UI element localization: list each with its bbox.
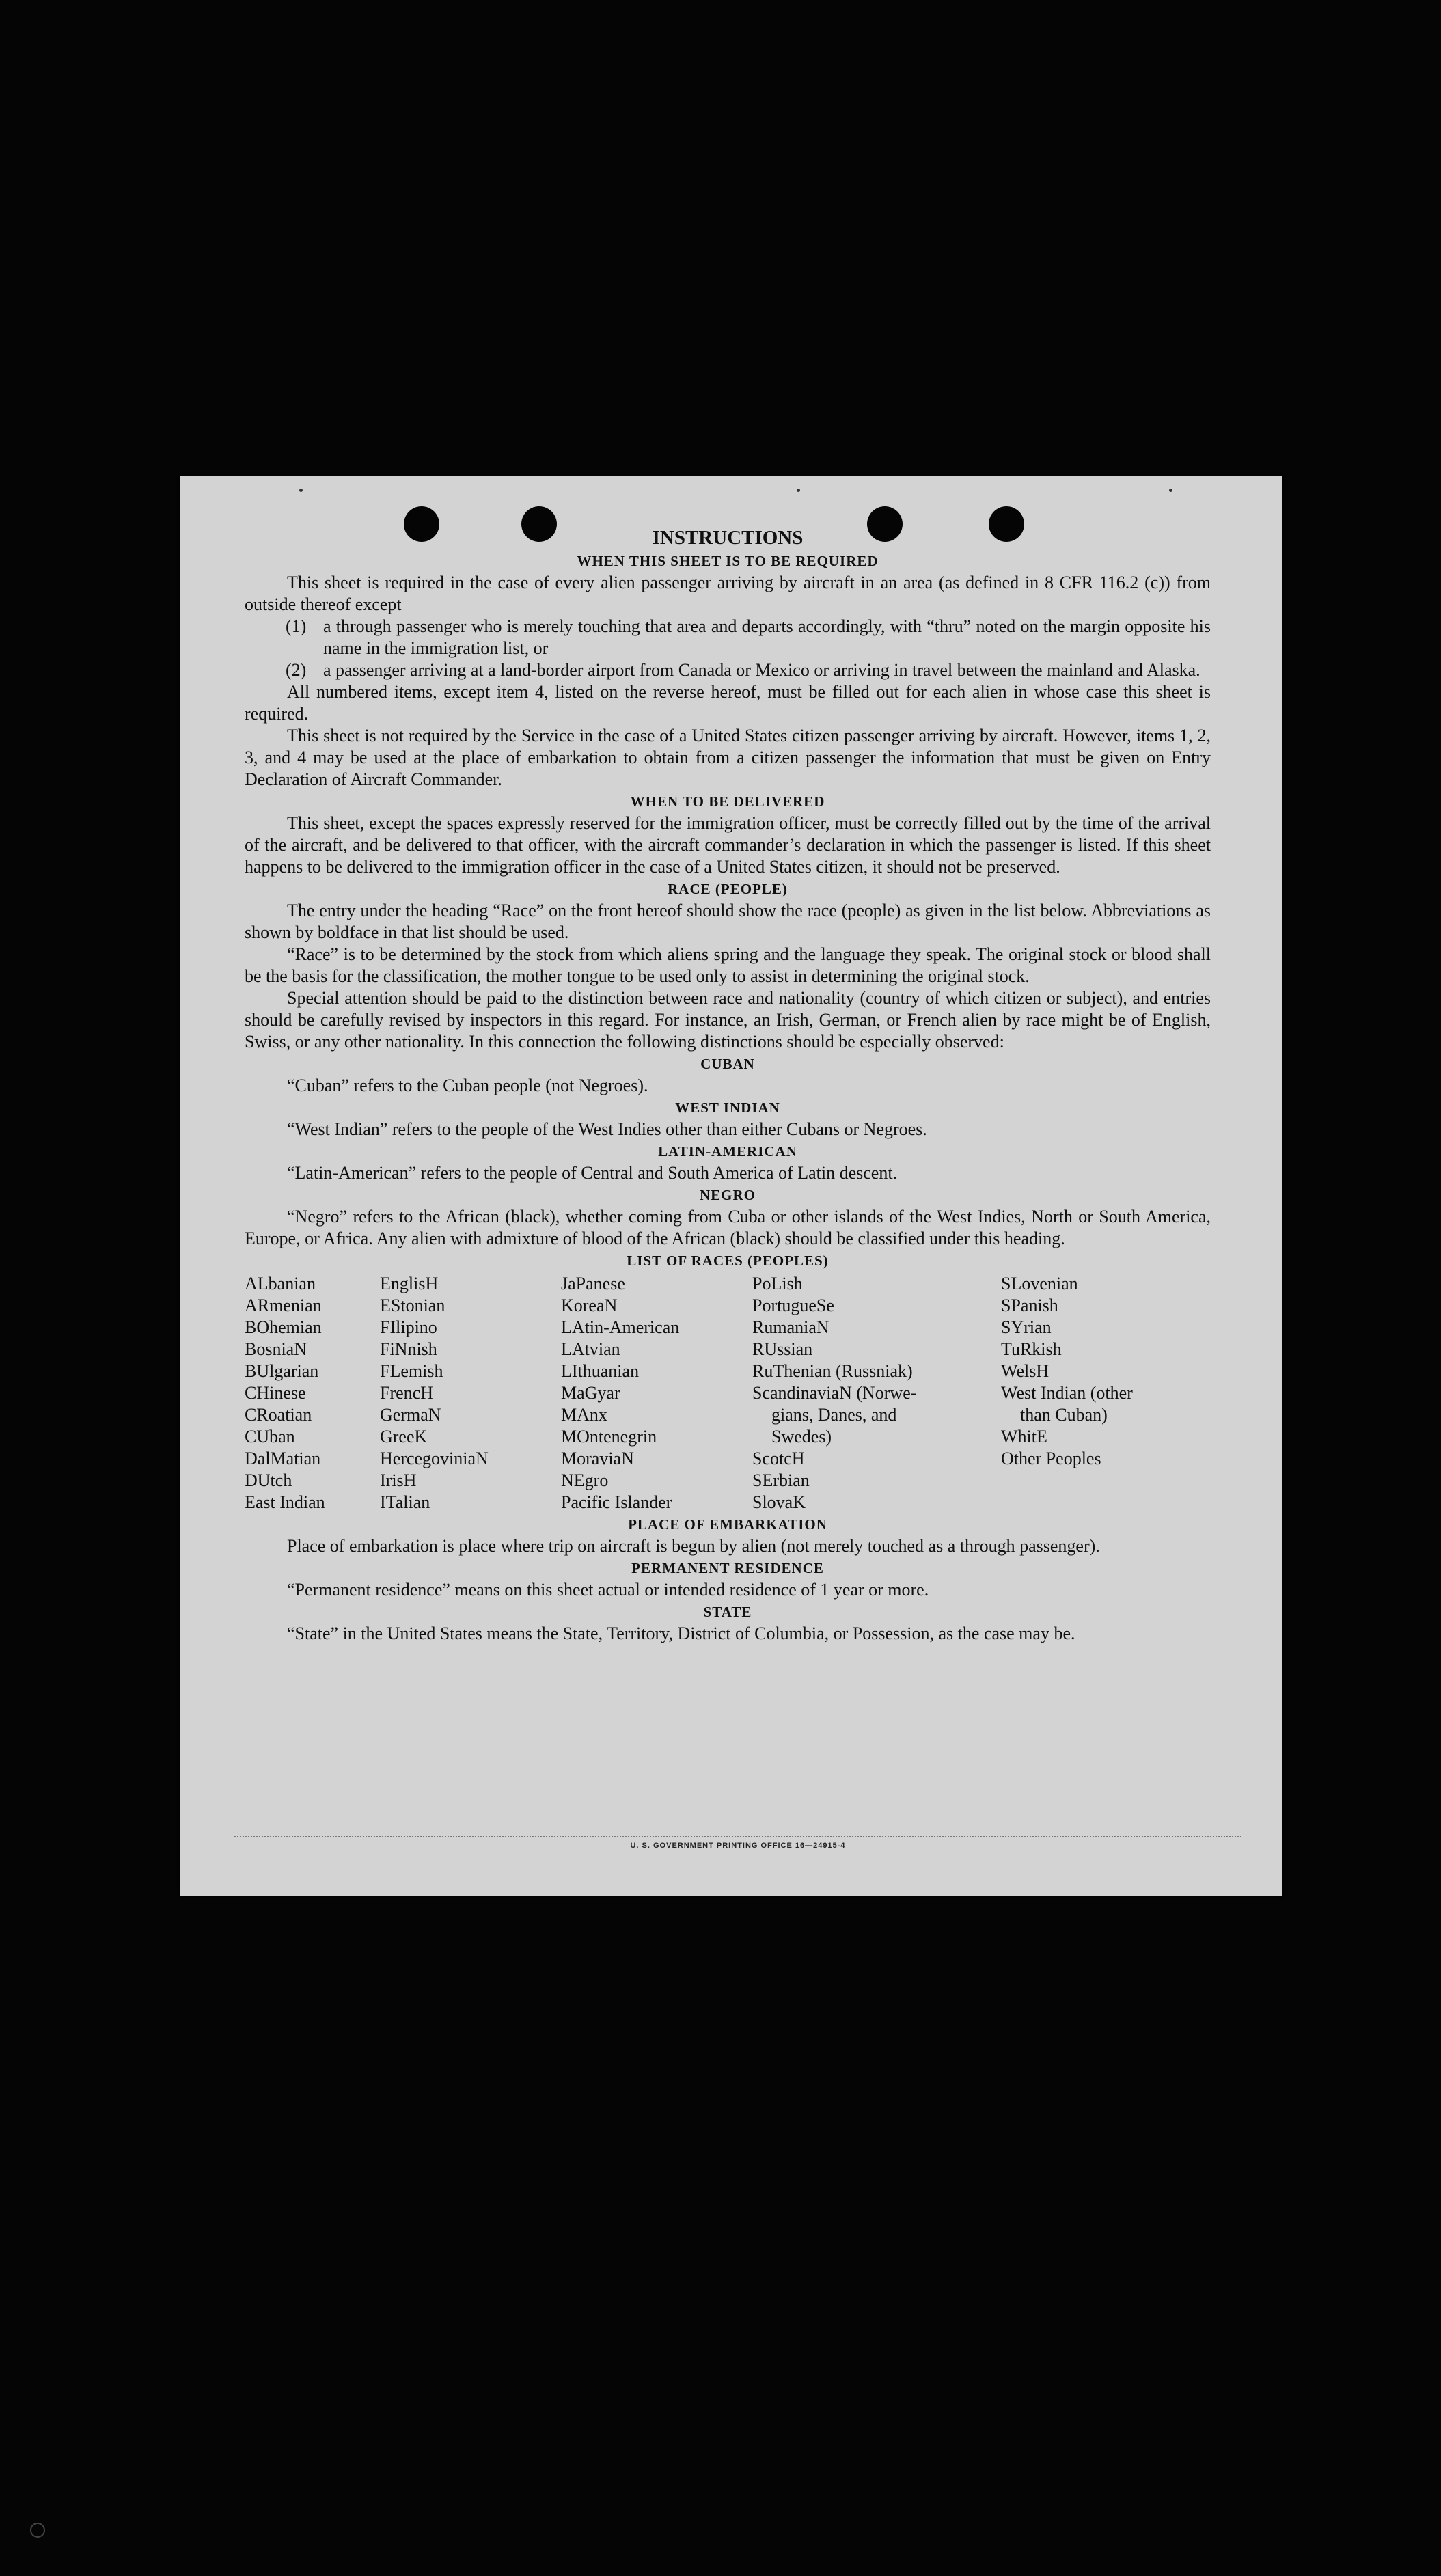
race-entry: MAnx (561, 1405, 607, 1425)
race-entry: RUssian (752, 1339, 813, 1359)
race-entry: BOhemian (245, 1317, 322, 1337)
paragraph: “State” in the United States means the State, Territory, District of Columbia, or Possession, as the case may be. (287, 1623, 1075, 1643)
paragraph: Place of embarkation is place where trip on aircraft is begun by alien (not merely touched as a through passenger). (287, 1536, 1100, 1556)
race-entry: ITalian (380, 1492, 430, 1512)
item-number: (1) (286, 616, 307, 636)
paragraph: “West Indian” refers to the people of the West Indies other than either Cubans or Negroes. (287, 1119, 927, 1139)
paragraph: “Negro” refers to the African (black), whether coming from Cuba or other islands of the West Indies, North or South America, Europe, or Africa. Any alien with admixture of blood of the African (black) should be classified under this heading. (245, 1207, 1211, 1248)
race-entry: CUban (245, 1427, 295, 1447)
item-text: a through passenger who is merely touching that area and departs accordingly, with “thru” noted on the margin opposite his name in the immigration list, or (323, 616, 1211, 658)
race-entry: SErbian (752, 1470, 810, 1490)
section-title: RACE (PEOPLE) (668, 881, 788, 897)
paragraph: “Cuban” refers to the Cuban people (not Negroes). (287, 1075, 648, 1095)
section-title: WHEN TO BE DELIVERED (630, 793, 825, 810)
section-title: STATE (703, 1604, 752, 1620)
race-entry: CRoatian (245, 1405, 312, 1425)
race-entry: RumaniaN (752, 1317, 829, 1337)
document-sheet (180, 476, 1282, 1896)
race-entry: FIlipino (380, 1317, 437, 1337)
race-entry: LAtvian (561, 1339, 620, 1359)
cursor-icon (30, 2523, 45, 2538)
speck (299, 489, 303, 492)
race-entry: DalMatian (245, 1449, 321, 1468)
race-entry: LIthuanian (561, 1361, 640, 1381)
race-entry: gians, Danes, and (771, 1405, 897, 1425)
race-entry: EnglisH (380, 1274, 439, 1293)
race-entry: FiNnish (380, 1339, 437, 1359)
races-column (245, 1273, 380, 1513)
race-entry: DUtch (245, 1470, 292, 1490)
paragraph: The entry under the heading “Race” on the front hereof should show the race (people) as given in the list below. Abbreviations as shown by boldface in that list should be used. (245, 901, 1211, 942)
paragraph: Special attention should be paid to the distinction between race and nationality (country of which citizen or subject), and entries should be carefully revised by inspectors in this regard. For instance, an Irish, German, or French alien by race might be of English, Swiss, or any other nationality. In this connection the following distinctions should be especially observed: (245, 988, 1211, 1052)
race-entry: FrencH (380, 1383, 433, 1403)
race-entry: West Indian (other (1001, 1383, 1133, 1403)
paragraph: This sheet, except the spaces expressly reserved for the immigration officer, must be correctly filled out by the time of the arrival of the aircraft, and be delivered to that officer, with the aircraft commander’s declaration in which the passenger is listed. If this sheet happens to be delivered to the immigration officer in the case of a United States citizen, it should not be preserved. (245, 813, 1211, 877)
race-entry: WhitE (1001, 1427, 1047, 1447)
race-entry: JaPanese (561, 1274, 625, 1293)
race-entry: CHinese (245, 1383, 306, 1403)
race-entry: KoreaN (561, 1296, 618, 1315)
race-entry: PortugueSe (752, 1296, 834, 1315)
races-list (245, 1273, 1211, 1513)
race-entry: PoLish (752, 1274, 803, 1293)
race-entry: MoraviaN (561, 1449, 634, 1468)
section-title: WEST INDIAN (675, 1099, 780, 1116)
race-entry: ALbanian (245, 1274, 316, 1293)
list-item (286, 659, 1211, 681)
section-title: PLACE OF EMBARKATION (628, 1516, 827, 1533)
section-title: NEGRO (699, 1187, 756, 1203)
races-column (1001, 1273, 1206, 1513)
races-column (561, 1273, 752, 1513)
race-entry: GermaN (380, 1405, 441, 1425)
race-entry: EStonian (380, 1296, 445, 1315)
item-text: a passenger arriving at a land-border airport from Canada or Mexico or arriving in travel between the mainland and Alaska. (323, 660, 1200, 680)
races-column (752, 1273, 1001, 1513)
section-title: WHEN THIS SHEET IS TO BE REQUIRED (577, 553, 879, 569)
section-title: CUBAN (700, 1056, 755, 1072)
race-entry: IrisH (380, 1470, 417, 1490)
race-entry: MOntenegrin (561, 1427, 657, 1447)
paragraph: This sheet is not required by the Service in the case of a United States citizen passenger arriving by aircraft. However, items 1, 2, 3, and 4 may be used at the place of embarkation to obtain from a citizen passenger the information that must be given on Entry Declaration of Aircraft Commander. (245, 726, 1211, 789)
race-entry: TuRkish (1001, 1339, 1062, 1359)
printing-office-imprint: U. S. GOVERNMENT PRINTING OFFICE 16—24915-4 (234, 1836, 1241, 1850)
race-entry: Swedes) (771, 1427, 832, 1447)
race-entry: FLemish (380, 1361, 443, 1381)
race-entry: MaGyar (561, 1383, 620, 1403)
instructions-text (245, 525, 1211, 1645)
race-entry: WelsH (1001, 1361, 1049, 1381)
race-entry: ScandinaviaN (Norwe- (752, 1383, 917, 1403)
speck (797, 489, 800, 492)
section-title: PERMANENT RESIDENCE (631, 1560, 824, 1576)
race-entry: SlovaK (752, 1492, 806, 1512)
race-entry: NEgro (561, 1470, 609, 1490)
race-entry: Other Peoples (1001, 1449, 1101, 1468)
list-item (286, 616, 1211, 659)
races-list-title: LIST OF RACES (PEOPLES) (627, 1252, 829, 1269)
race-entry: RuThenian (Russniak) (752, 1361, 913, 1381)
race-entry: ARmenian (245, 1296, 322, 1315)
paragraph: “Permanent residence” means on this sheet actual or intended residence of 1 year or more. (287, 1580, 929, 1600)
race-entry: East Indian (245, 1492, 325, 1512)
paragraph: All numbered items, except item 4, listed on the reverse hereof, must be filled out for each alien in whose case this sheet is required. (245, 682, 1211, 724)
race-entry: than Cuban) (1020, 1405, 1108, 1425)
race-entry: BosniaN (245, 1339, 307, 1359)
race-entry: SYrian (1001, 1317, 1052, 1337)
race-entry: HercegoviniaN (380, 1449, 489, 1468)
races-column (380, 1273, 561, 1513)
paragraph: This sheet is required in the case of every alien passenger arriving by aircraft in an area (as defined in 8 CFR 116.2 (c)) from outside thereof except (245, 573, 1211, 614)
page-title: INSTRUCTIONS (652, 527, 804, 549)
race-entry: SPanish (1001, 1296, 1058, 1315)
race-entry: Pacific Islander (561, 1492, 672, 1512)
race-entry: GreeK (380, 1427, 428, 1447)
section-title: LATIN-AMERICAN (658, 1143, 797, 1160)
race-entry: LAtin-American (561, 1317, 680, 1337)
race-entry: ScotcH (752, 1449, 805, 1468)
speck (1169, 489, 1172, 492)
paragraph: “Latin-American” refers to the people of Central and South America of Latin descent. (287, 1163, 898, 1183)
item-number: (2) (286, 660, 307, 680)
paragraph: “Race” is to be determined by the stock from which aliens spring and the language they speak. The original stock or blood shall be the basis for the classification, the mother tongue to be used only to assist in determining the original stock. (245, 944, 1211, 986)
race-entry: BUlgarian (245, 1361, 319, 1381)
race-entry: SLovenian (1001, 1274, 1078, 1293)
